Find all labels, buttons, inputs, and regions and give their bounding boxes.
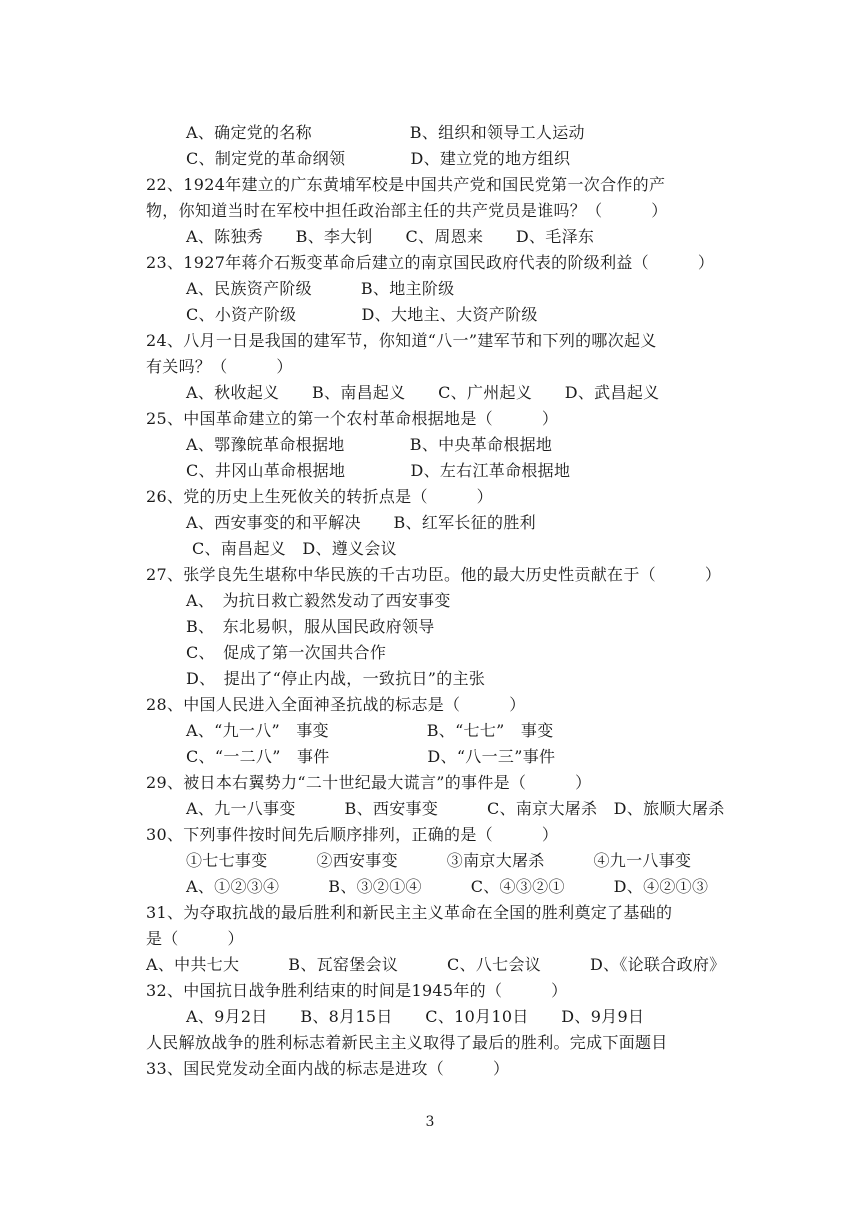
q27-option-d: D、 提出了“停止内战，一致抗日”的主张 xyxy=(186,669,486,688)
q27-option-b: B、 东北易帜，服从国民政府领导 xyxy=(186,617,435,636)
q23-options-cd: C、小资产阶级 D、大地主、大资产阶级 xyxy=(186,305,538,324)
q21-options-ab: A、确定党的名称 B、组织和领导工人运动 xyxy=(186,123,585,142)
q28-options-cd: C、“一二八” 事件 D、“八一三”事件 xyxy=(186,747,556,766)
q32-stem: 32、中国抗日战争胜利结束的时间是1945年的（ ） xyxy=(146,981,568,1000)
q25-stem: 25、中国革命建立的第一个农村革命根据地是（ ） xyxy=(146,409,559,428)
q30-options: A、①②③④ B、③②①④ C、④③②① D、④②①③ xyxy=(186,877,709,896)
q31-stem-2: 是（ ） xyxy=(146,929,244,948)
q23-stem: 23、1927年蒋介石叛变革命后建立的南京国民政府代表的阶级利益（ ） xyxy=(146,253,715,272)
q29-options: A、九一八事变 B、西安事变 C、南京大屠杀 D、旅顺大屠杀 xyxy=(186,799,725,818)
q32-options: A、9月2日 B、8月15日 C、10月10日 D、9月9日 xyxy=(186,1007,645,1026)
q22-options: A、陈独秀 B、李大钊 C、周恩来 D、毛泽东 xyxy=(186,227,595,246)
q33-stem: 33、国民党发动全面内战的标志是进攻（ ） xyxy=(146,1059,510,1078)
q24-options: A、秋收起义 B、南昌起义 C、广州起义 D、武昌起义 xyxy=(186,383,660,402)
q29-stem: 29、被日本右翼势力“二十世纪最大谎言”的事件是（ ） xyxy=(146,773,592,792)
page-number: 3 xyxy=(425,1114,435,1130)
q31-stem-1: 31、为夺取抗战的最后胜利和新民主主义革命在全国的胜利奠定了基础的 xyxy=(146,903,673,922)
q28-options-ab: A、“九一八” 事变 B、“七七” 事变 xyxy=(186,721,554,740)
q22-stem-2: 物，你知道当时在军校中担任政治部主任的共产党员是谁吗？（ ） xyxy=(146,201,668,220)
q22-stem-1: 22、1924年建立的广东黄埔军校是中国共产党和国民党第一次合作的产 xyxy=(146,175,666,194)
q26-options-ab: A、西安事变的和平解决 B、红军长征的胜利 xyxy=(186,513,536,532)
q30-events: ①七七事变 ②西安事变 ③南京大屠杀 ④九一八事变 xyxy=(186,851,692,870)
section-intro: 人民解放战争的胜利标志着新民主主义取得了最后的胜利。完成下面题目 xyxy=(146,1033,668,1052)
q30-stem: 30、下列事件按时间先后顺序排列，正确的是（ ） xyxy=(146,825,559,844)
q25-options-ab: A、鄂豫皖革命根据地 B、中央革命根据地 xyxy=(186,435,553,454)
q24-stem-1: 24、八月一日是我国的建军节，你知道“八一”建军节和下列的哪次起义 xyxy=(146,331,657,350)
q27-option-a: A、 为抗日救亡毅然发动了西安事变 xyxy=(186,591,451,610)
q26-options-cd: C、南昌起义 D、遵义会议 xyxy=(192,539,397,558)
q25-options-cd: C、井冈山革命根据地 D、左右江革命根据地 xyxy=(186,461,571,480)
q28-stem: 28、中国人民进入全面神圣抗战的标志是（ ） xyxy=(146,695,526,714)
q26-stem: 26、党的历史上生死攸关的转折点是（ ） xyxy=(146,487,493,506)
q23-options-ab: A、民族资产阶级 B、地主阶级 xyxy=(186,279,455,298)
q21-options-cd: C、制定党的革命纲领 D、建立党的地方组织 xyxy=(186,149,571,168)
q27-option-c: C、 促成了第一次国共合作 xyxy=(186,643,387,662)
q31-options: A、中共七大 B、瓦窑堡会议 C、八七会议 D、《论联合政府》 xyxy=(146,955,726,974)
q24-stem-2: 有关吗？（ ） xyxy=(146,357,293,376)
q27-stem: 27、张学良先生堪称中华民族的千古功臣。他的最大历史性贡献在于（ ） xyxy=(146,565,722,584)
